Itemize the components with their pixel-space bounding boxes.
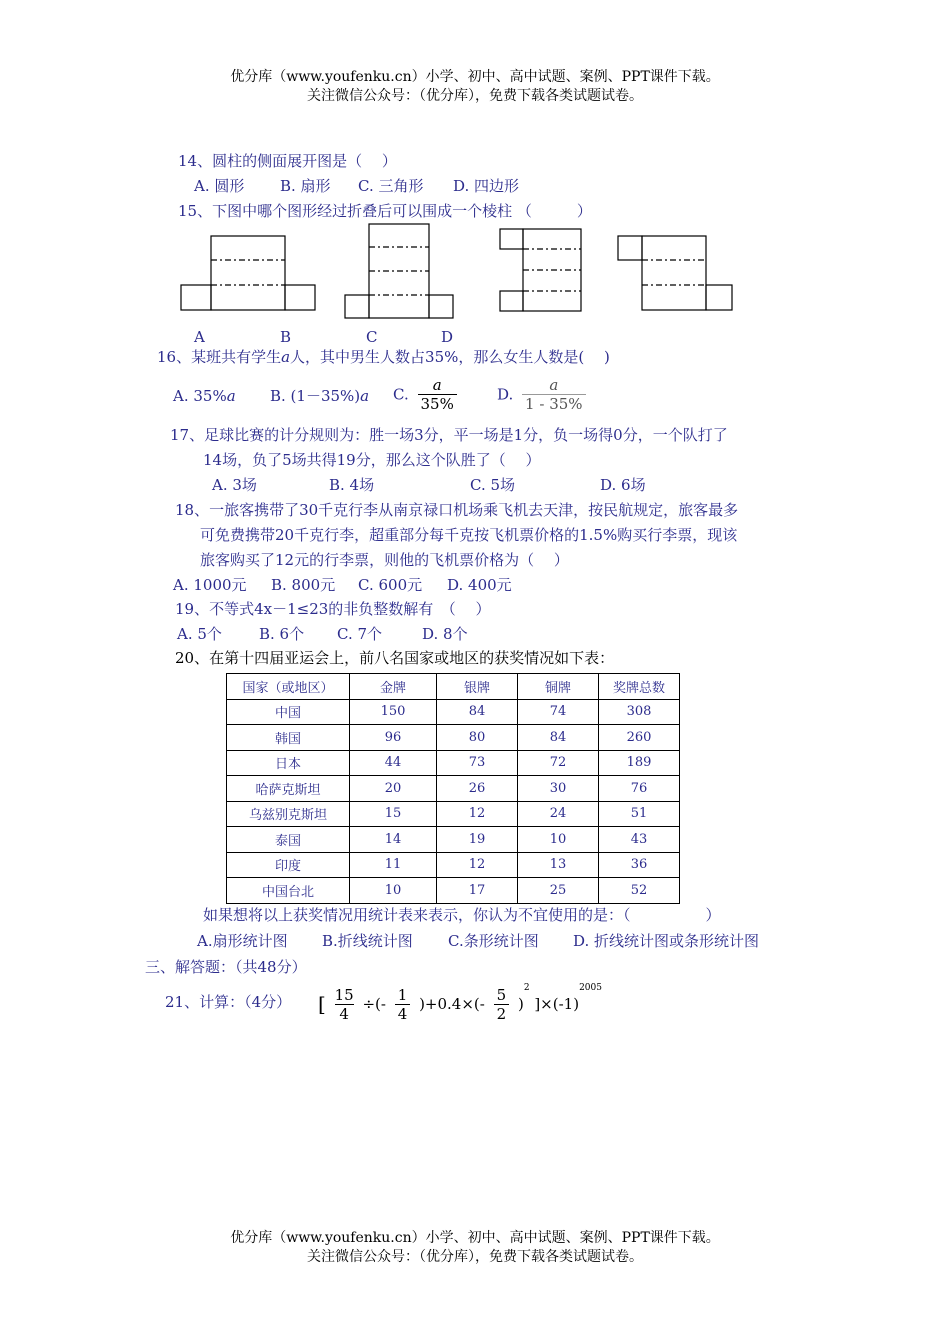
table-cell: 80 bbox=[437, 725, 518, 751]
q19-option-a: A. 5个 bbox=[177, 625, 222, 643]
table-cell: 36 bbox=[599, 852, 680, 878]
q20-options bbox=[197, 930, 759, 952]
table-cell: 26 bbox=[437, 776, 518, 802]
table-cell: 84 bbox=[437, 699, 518, 725]
q19-option-c: C. 7个 bbox=[337, 625, 383, 643]
net-label-d: D bbox=[441, 328, 454, 346]
q20-follow-up: 如果想将以上获奖情况用统计表来表示，你认为不宜使用的是：（ ） bbox=[203, 906, 721, 924]
table-header-cell: 奖牌总数 bbox=[599, 674, 680, 700]
table-header-cell: 金牌 bbox=[350, 674, 437, 700]
table-cell: 24 bbox=[518, 801, 599, 827]
section-3-title: 三、解答题：（共48分） bbox=[145, 958, 307, 976]
table-header-cell: 银牌 bbox=[437, 674, 518, 700]
q15-stem: 15、下图中哪个图形经过折叠后可以围成一个棱柱 （ ） bbox=[178, 202, 592, 220]
table-cell: 150 bbox=[350, 699, 437, 725]
table-cell: 72 bbox=[518, 750, 599, 776]
q18-option-b: B. 800元 bbox=[271, 576, 336, 594]
table-row bbox=[227, 750, 680, 776]
q19-options bbox=[177, 623, 468, 645]
table-cell: 哈萨克斯坦 bbox=[227, 776, 350, 802]
net-label-a: A bbox=[194, 328, 205, 346]
q14-stem: 14、圆柱的侧面展开图是（ ） bbox=[178, 152, 397, 170]
q14-option-a: A. 圆形 bbox=[194, 177, 245, 195]
table-cell: 76 bbox=[599, 776, 680, 802]
table-cell: 25 bbox=[518, 878, 599, 904]
q15-nets-figure bbox=[176, 220, 746, 320]
table-header-row bbox=[227, 674, 680, 700]
table-cell: 10 bbox=[518, 827, 599, 853]
table-cell: 韩国 bbox=[227, 725, 350, 751]
q16-option-a: A. 35%a bbox=[173, 387, 236, 405]
table-cell: 20 bbox=[350, 776, 437, 802]
table-cell: 308 bbox=[599, 699, 680, 725]
table-cell: 14 bbox=[350, 827, 437, 853]
q16-option-d: D. $\frac{a}{1 - 35\%}$ bbox=[497, 376, 590, 413]
table-header-cell: 国家（或地区） bbox=[227, 674, 350, 700]
net-c bbox=[500, 229, 581, 311]
q17-option-b: B. 4场 bbox=[329, 476, 375, 494]
q19-stem: 19、不等式4x－1≤23的非负整数解有 （ ） bbox=[175, 600, 491, 618]
table-cell: 12 bbox=[437, 852, 518, 878]
q14-option-d: D. 四边形 bbox=[453, 177, 520, 195]
q19-option-d: D. 8个 bbox=[422, 625, 468, 643]
table-cell: 44 bbox=[350, 750, 437, 776]
table-cell: 15 bbox=[350, 801, 437, 827]
table-cell: 51 bbox=[599, 801, 680, 827]
net-b bbox=[345, 224, 453, 318]
q17-option-d: D. 6场 bbox=[600, 476, 646, 494]
table-cell: 日本 bbox=[227, 750, 350, 776]
q18-options bbox=[173, 574, 512, 596]
table-cell: 84 bbox=[518, 725, 599, 751]
table-cell: 19 bbox=[437, 827, 518, 853]
table-cell: 74 bbox=[518, 699, 599, 725]
q18-line-1: 18、一旅客携带了30千克行李从南京禄口机场乘飞机去天津，按民航规定，旅客最多 bbox=[175, 501, 739, 519]
q16-option-c: C. $\frac{a}{35\%}$ bbox=[393, 376, 461, 413]
q20-option-c: C.条形统计图 bbox=[448, 932, 539, 950]
q16-stem: 16、某班共有学生a人，其中男生人数占35%，那么女生人数是( ) bbox=[157, 348, 610, 366]
table-cell: 10 bbox=[350, 878, 437, 904]
q20-stem: 20、在第十四届亚运会上，前八名国家或地区的获奖情况如下表： bbox=[175, 649, 615, 667]
table-cell: 30 bbox=[518, 776, 599, 802]
net-label-b: B bbox=[280, 328, 292, 346]
q14-options bbox=[194, 175, 519, 197]
table-cell: 12 bbox=[437, 801, 518, 827]
table-cell: 乌兹别克斯坦 bbox=[227, 801, 350, 827]
table-cell: 73 bbox=[437, 750, 518, 776]
q20-option-a: A.扇形统计图 bbox=[197, 932, 288, 950]
footer-line-2: 关注微信公众号：（优分库），免费下载各类试题试卷。 bbox=[307, 1249, 643, 1265]
table-cell: 17 bbox=[437, 878, 518, 904]
q14-option-b: B. 扇形 bbox=[280, 177, 331, 195]
q19-option-b: B. 6个 bbox=[259, 625, 305, 643]
q17-option-a: A. 3场 bbox=[212, 476, 257, 494]
q21-expression: [ $\frac{15}{4}$ ÷(- $\frac{1}{4}$ )+0.4×(- $\frac{5}{2}$ )$^2$ ]$\times(-1)^{2005}$ bbox=[318, 983, 602, 1023]
q17-options bbox=[212, 474, 646, 496]
table-row bbox=[227, 801, 680, 827]
table-row bbox=[227, 852, 680, 878]
footer-line-1: 优分库（www.youfenku.cn）小学、初中、高中试题、案例、PPT课件下载。 bbox=[230, 1230, 720, 1246]
table-header-cell: 铜牌 bbox=[518, 674, 599, 700]
table-row bbox=[227, 699, 680, 725]
q18-option-a: A. 1000元 bbox=[173, 576, 247, 594]
table-row bbox=[227, 725, 680, 751]
q16-option-b: B. (1－35%)a bbox=[270, 387, 370, 405]
q14-option-c: C. 三角形 bbox=[358, 177, 424, 195]
table-row bbox=[227, 878, 680, 904]
table-row bbox=[227, 776, 680, 802]
header-line-1: 优分库（www.youfenku.cn）小学、初中、高中试题、案例、PPT课件下载。 bbox=[230, 69, 720, 85]
table-cell: 中国台北 bbox=[227, 878, 350, 904]
table-cell: 中国 bbox=[227, 699, 350, 725]
q20-option-b: B.折线统计图 bbox=[322, 932, 413, 950]
q18-option-d: D. 400元 bbox=[447, 576, 512, 594]
table-cell: 96 bbox=[350, 725, 437, 751]
table-cell: 泰国 bbox=[227, 827, 350, 853]
header-line-2: 关注微信公众号：（优分库），免费下载各类试题试卷。 bbox=[307, 88, 643, 104]
table-cell: 11 bbox=[350, 852, 437, 878]
medal-table bbox=[226, 673, 680, 904]
table-cell: 13 bbox=[518, 852, 599, 878]
q18-line-3: 旅客购买了12元的行李票，则他的飞机票价格为（ ） bbox=[200, 551, 569, 569]
table-cell: 印度 bbox=[227, 852, 350, 878]
q17-line-2: 14场，负了5场共得19分，那么这个队胜了（ ） bbox=[203, 451, 541, 469]
net-a bbox=[181, 236, 315, 310]
table-cell: 43 bbox=[599, 827, 680, 853]
table-row bbox=[227, 827, 680, 853]
net-d bbox=[618, 236, 732, 310]
q17-option-c: C. 5场 bbox=[470, 476, 516, 494]
net-label-c: C bbox=[366, 328, 378, 346]
q17-line-1: 17、足球比赛的计分规则为：胜一场3分，平一场是1分，负一场得0分，一个队打了 bbox=[170, 426, 728, 444]
table-cell: 189 bbox=[599, 750, 680, 776]
table-cell: 52 bbox=[599, 878, 680, 904]
q18-line-2: 可免费携带20千克行李，超重部分每千克按飞机票价格的1.5%购买行李票，现该 bbox=[200, 526, 738, 544]
q18-option-c: C. 600元 bbox=[358, 576, 423, 594]
table-cell: 260 bbox=[599, 725, 680, 751]
q21-stem: 21、计算：（4分） bbox=[165, 993, 292, 1011]
q20-option-d: D. 折线统计图或条形统计图 bbox=[573, 932, 760, 950]
